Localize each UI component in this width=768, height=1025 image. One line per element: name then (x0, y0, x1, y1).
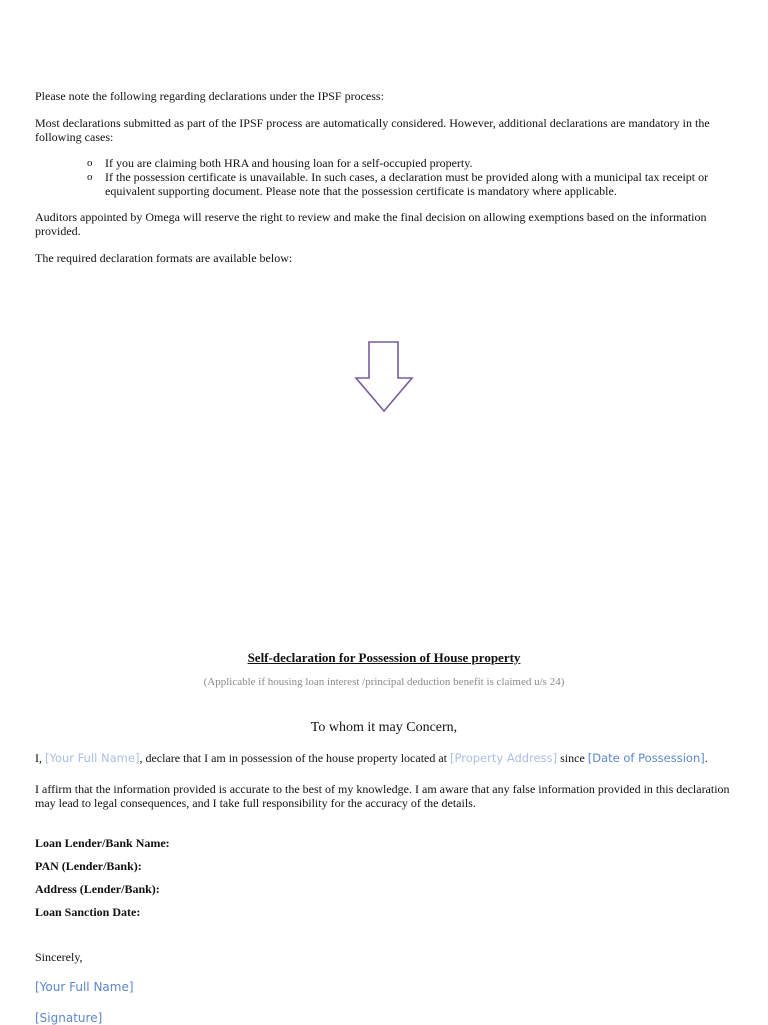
affirmation-paragraph: I affirm that the information provided is accurate to the best of my knowledge. I am aware that any false information provided in this declaration may lead to legal consequences, and I take full responsibility for the accuracy of the details. (35, 782, 730, 810)
declaration-title: Self-declaration for Possession of House property (247, 650, 521, 665)
date-placeholder[interactable]: [Date of Possession] (587, 751, 705, 765)
lender-name-label: Loan Lender/Bank Name: (35, 836, 170, 850)
name-placeholder[interactable]: [Your Full Name] (45, 751, 140, 765)
list-item-text: If you are claiming both HRA and housing loan for a self-occupied property. (105, 156, 473, 170)
list-item (35, 156, 735, 170)
possession-statement (35, 751, 735, 765)
down-arrow-icon (354, 340, 414, 414)
bullet-marker: o (87, 157, 93, 169)
statement-since: since (557, 751, 588, 765)
loan-sanction-date-label: Loan Sanction Date: (35, 905, 141, 919)
statement-middle: , declare that I am in possession of the house property located at (139, 751, 451, 765)
statement-end: . (704, 751, 708, 765)
declaration-subtitle: (Applicable if housing loan interest /principal deduction benefit is claimed u/s 24) (203, 676, 565, 688)
signoff-name-placeholder[interactable]: [Your Full Name] (35, 980, 134, 994)
formats-line: The required declaration formats are available below: (35, 251, 293, 265)
list-item-text: If the possession certificate is unavailable. In such cases, a declaration must be provided along with a municipal tax receipt or equivalent supporting document. Please note that the possession certificate is mandatory where applicable. (105, 170, 709, 198)
address-placeholder[interactable]: [Property Address] (450, 751, 558, 765)
auditors-paragraph: Auditors appointed by Omega will reserve the right to review and make the final decision on allowing exemptions based on the information provided. (35, 210, 707, 238)
bullet-marker: o (87, 171, 93, 183)
signature-placeholder[interactable]: [Signature] (35, 1011, 103, 1025)
closing-line: Sincerely, (35, 950, 83, 964)
intro-line: Please note the following regarding declarations under the IPSF process: (35, 89, 384, 103)
mandatory-cases-list (35, 156, 735, 198)
list-item (35, 170, 735, 198)
intro-paragraph: Most declarations submitted as part of the IPSF process are automatically considered. However, additional declarations are mandatory in the following cases: (35, 116, 710, 144)
lender-address-label: Address (Lender/Bank): (35, 882, 160, 896)
salutation: To whom it may Concern, (310, 720, 458, 735)
lender-pan-label: PAN (Lender/Bank): (35, 859, 142, 873)
statement-prefix: I, (35, 751, 45, 765)
